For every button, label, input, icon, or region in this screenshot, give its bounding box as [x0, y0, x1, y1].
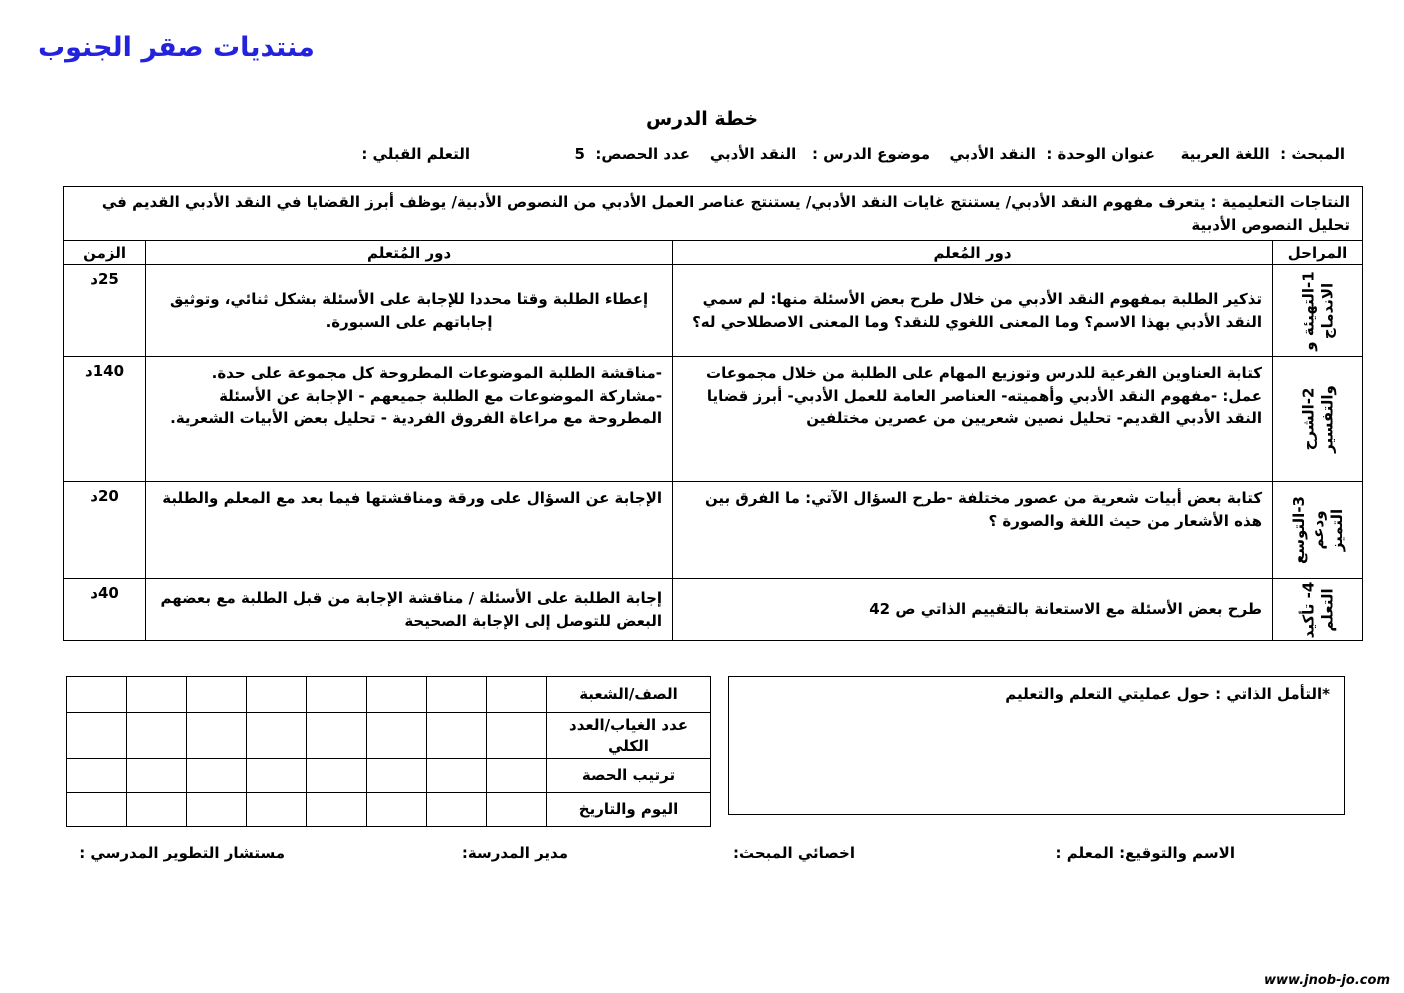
- time-value: 140د: [64, 357, 146, 482]
- table-row-stage-2: [64, 357, 1363, 482]
- stage-cell: [1273, 482, 1363, 579]
- field-periods-label: عدد الحصص:: [595, 145, 690, 163]
- field-prior-label: التعلم القبلي :: [361, 145, 470, 163]
- empty-cell: [247, 793, 307, 827]
- column-header-teacher-role: دور المُعلم: [673, 241, 1273, 265]
- learner-role-text: الإجابة عن السؤال على ورقة ومناقشتها فيما بعد مع المعلم والطلبة: [146, 482, 673, 579]
- teacher-role-text: كتابة بعض أبيات شعرية من عصور مختلفة -طرح السؤال الآتي: ما الفرق بين هذه الأشعار من حيث اللغة والصورة ؟: [673, 482, 1273, 579]
- teacher-role-text: طرح بعض الأسئلة مع الاستعانة بالتقييم الذاتي ص 42: [673, 579, 1273, 641]
- empty-cell: [427, 677, 487, 713]
- field-lesson-topic: [710, 145, 930, 163]
- row-label-day-date: اليوم والتاريخ: [547, 793, 711, 827]
- signature-subject-specialist: اخصائي المبحث:: [732, 844, 855, 862]
- empty-cell: [487, 713, 547, 759]
- stage-cell: [1273, 579, 1363, 641]
- empty-cell: [487, 759, 547, 793]
- field-subject-value: اللغة العربية: [1180, 145, 1270, 163]
- learner-role-text: إعطاء الطلبة وقتا محددا للإجابة على الأسئلة بشكل ثنائي، وتوثيق إجاباتهم على السبورة.: [146, 265, 673, 357]
- stage-name: 4- تأكيد التعلم: [1298, 581, 1336, 638]
- self-reflection-box: [728, 676, 1345, 815]
- empty-cell: [127, 793, 187, 827]
- stage-cell: [1273, 357, 1363, 482]
- column-header-stages: المراحل: [1273, 241, 1363, 265]
- table-row-stage-3: [64, 482, 1363, 579]
- empty-cell: [247, 713, 307, 759]
- empty-cell: [127, 677, 187, 713]
- field-subject-label: المبحث :: [1280, 145, 1345, 163]
- outcomes-row: [64, 187, 1363, 241]
- column-header-learner-role: دور المُتعلم: [146, 241, 673, 265]
- field-periods-value: 5: [574, 145, 585, 163]
- lesson-plan-table: [63, 186, 1363, 641]
- teacher-role-text: كتابة العناوين الفرعية للدرس وتوزيع المهام على الطلبة من خلال مجموعات عمل: -مفهوم النقد الأدبي وأهميته- العناصر العامة للعمل الأدبي- أبرز قضايا النقد الأدبي القديم- تحليل نصين شعريين من عصرين مختلفين: [673, 357, 1273, 482]
- empty-cell: [187, 793, 247, 827]
- empty-cell: [427, 713, 487, 759]
- empty-cell: [367, 677, 427, 713]
- empty-cell: [487, 677, 547, 713]
- empty-cell: [307, 677, 367, 713]
- empty-cell: [127, 759, 187, 793]
- field-unit-value: النقد الأدبي: [949, 145, 1036, 163]
- table-row: [67, 677, 711, 713]
- empty-cell: [307, 793, 367, 827]
- class-info-table: [66, 676, 711, 827]
- learner-role-text: إجابة الطلبة على الأسئلة / مناقشة الإجابة من قبل الطلبة مع بعضهم البعض للتوصل إلى الإجابة الصحيحة: [146, 579, 673, 641]
- stage-name: 3-التوسع ودعم التميز: [1289, 496, 1345, 564]
- learner-role-text: -مناقشة الطلبة الموضوعات المطروحة كل مجموعة على حدة. -مشاركة الموضوعات مع الطلبة جميعهم - الإجابة عن الأسئلة المطروحة مع مراعاة الفروق الفردية - تحليل بعض الأبيات الشعرية.: [146, 357, 673, 482]
- empty-cell: [247, 759, 307, 793]
- site-name: منتديات صقر الجنوب: [38, 32, 315, 63]
- signature-principal: مدير المدرسة:: [461, 844, 568, 862]
- empty-cell: [67, 793, 127, 827]
- table-row: [67, 713, 711, 759]
- empty-cell: [247, 677, 307, 713]
- empty-cell: [367, 759, 427, 793]
- field-unit-title: [949, 145, 1155, 163]
- page-title: خطة الدرس: [645, 108, 759, 130]
- signature-teacher: الاسم والتوقيع: المعلم :: [1055, 844, 1235, 862]
- empty-cell: [127, 713, 187, 759]
- table-row: [67, 759, 711, 793]
- field-periods-count: [574, 145, 690, 163]
- empty-cell: [187, 759, 247, 793]
- empty-cell: [67, 759, 127, 793]
- stage-name: 2-الشرح والتفسير: [1298, 385, 1336, 453]
- self-reflection-text: *التأمل الذاتي : حول عمليتي التعلم والتعليم: [1005, 685, 1330, 703]
- empty-cell: [367, 793, 427, 827]
- empty-cell: [187, 677, 247, 713]
- signature-development-consultant: مستشار التطوير المدرسي :: [79, 844, 285, 862]
- field-unit-label: عنوان الوحدة :: [1046, 145, 1155, 163]
- table-row-stage-4: [64, 579, 1363, 641]
- empty-cell: [67, 677, 127, 713]
- empty-cell: [427, 759, 487, 793]
- empty-cell: [487, 793, 547, 827]
- time-value: 25د: [64, 265, 146, 357]
- empty-cell: [67, 713, 127, 759]
- empty-cell: [367, 713, 427, 759]
- row-label-absences-total: عدد الغياب/العدد الكلي: [547, 713, 711, 759]
- stage-name: 1-التهيئة و الاندماج: [1298, 270, 1336, 351]
- column-header-time: الزمن: [64, 241, 146, 265]
- empty-cell: [187, 713, 247, 759]
- field-lesson-value: النقد الأدبي: [709, 145, 797, 163]
- table-row: [67, 793, 711, 827]
- empty-cell: [427, 793, 487, 827]
- stage-cell: [1273, 265, 1363, 357]
- field-lesson-label: موضوع الدرس :: [811, 145, 930, 163]
- learning-outcomes-text: النتاجات التعليمية : يتعرف مفهوم النقد الأدبي/ يستنتج غايات النقد الأدبي/ يستنتج عناصر العمل الأدبي من النصوص الأدبية/ يوظف أبرز القضايا في النقد الأدبي القديم في تحليل النصوص الأدبية: [64, 187, 1363, 241]
- row-label-class-section: الصف/الشعبة: [547, 677, 711, 713]
- field-subject: [1181, 145, 1345, 163]
- time-value: 20د: [64, 482, 146, 579]
- field-prior-learning: [361, 145, 470, 163]
- footer-website-url: www.jnob-jo.com: [1264, 973, 1390, 988]
- teacher-role-text: تذكير الطلبة بمفهوم النقد الأدبي من خلال طرح بعض الأسئلة منها: لم سمي النقد الأدبي بهذا الاسم؟ وما المعنى اللغوي للنقد؟ وما المعنى الاصطلاحي له؟: [673, 265, 1273, 357]
- empty-cell: [307, 713, 367, 759]
- row-label-period-order: ترتيب الحصة: [547, 759, 711, 793]
- table-header-row: [64, 241, 1363, 265]
- time-value: 40د: [64, 579, 146, 641]
- table-row-stage-1: [64, 265, 1363, 357]
- empty-cell: [307, 759, 367, 793]
